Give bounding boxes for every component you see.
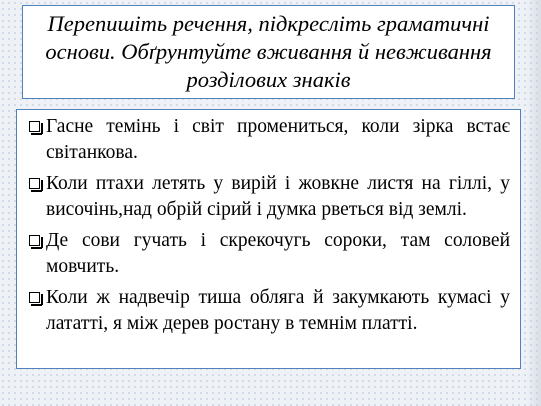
sentence-text: Коли птахи летять у вирій і жовкне листя на гіллі, у височінь,над обрій сірий і думка рветься від землі. [46, 173, 510, 220]
sentence-text: Гасне темінь і світ промениться, коли зірка встає світанкова. [46, 116, 510, 163]
sentence-text: Коли ж надвечір тиша обляга й закумкають кумасі у лататті, я між дерев ростану в темнім платті. [46, 287, 510, 334]
list-item [29, 114, 510, 166]
square-bullet-icon [29, 235, 40, 246]
title-box [22, 5, 515, 99]
sentence-text: Де сови гучать і скрекочугь сороки, там соловей мовчить. [46, 230, 510, 277]
sentence-list [29, 114, 510, 337]
list-item [29, 285, 510, 337]
square-bullet-icon [29, 121, 40, 132]
list-item [29, 228, 510, 280]
square-bullet-icon [29, 292, 40, 303]
slide-edge-shadow [527, 0, 541, 406]
slide-title: Перепишіть речення, підкресліть граматичні основи. Обґрунтуйте вживання й невживання розділових знаків [45, 11, 492, 92]
square-bullet-icon [29, 178, 40, 189]
list-item [29, 171, 510, 223]
content-box [16, 109, 521, 369]
